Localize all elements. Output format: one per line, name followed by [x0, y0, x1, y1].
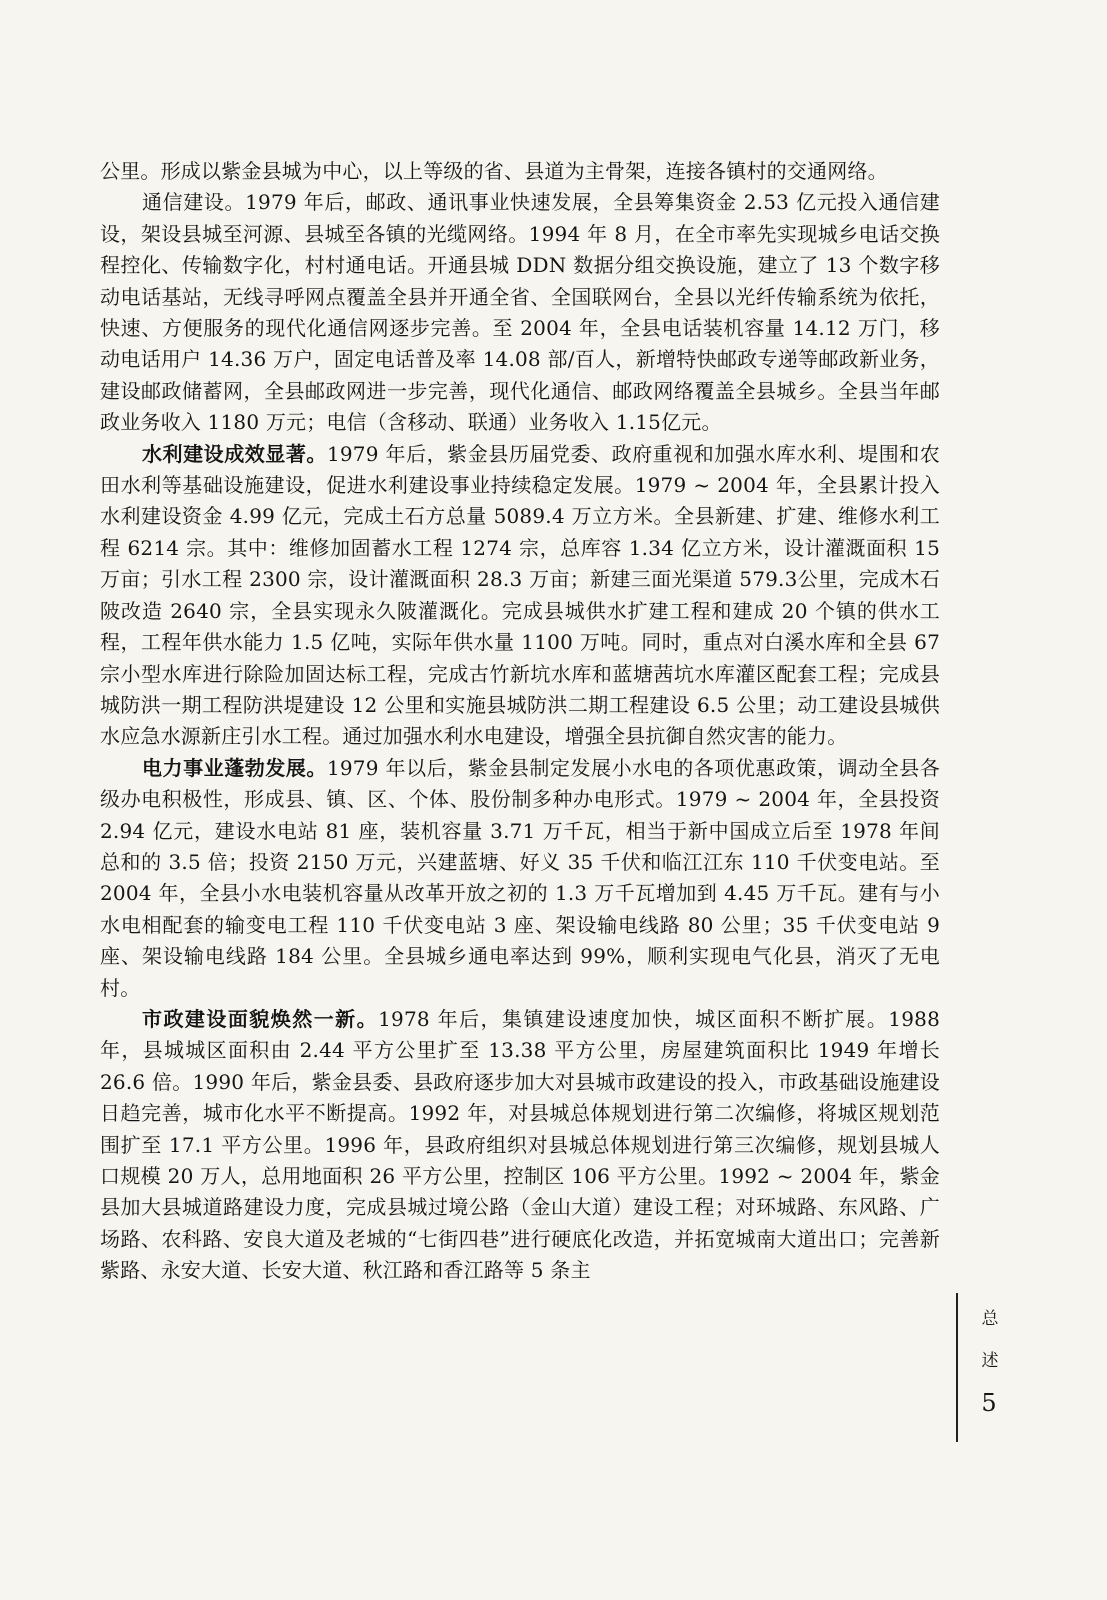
paragraph-heading: 市政建设面貌焕然一新。 [142, 1006, 379, 1031]
paragraph-heading: 电力事业蓬勃发展。 [142, 755, 327, 780]
page-number: 5 [981, 1389, 997, 1417]
paragraph-continuation: 公里。形成以紫金县城为中心，以上等级的省、县道为主骨架，连接各镇村的交通网络。 [100, 159, 888, 183]
paragraph-electric-power: 电力事业蓬勃发展。1979 年以后，紫金县制定发展小水电的各项优惠政策，调动全县各级办电积极性，形成县、镇、区、个体、股份制多种办电形式。1979 ~ 2004 年，全县投资 2.94 亿元，建设水电站 81 座，装机容量 3.71 万千瓦，相当于新中国成立后至 1978 年间总和的 3.5 倍；投资 2150 万元，兴建蓝塘、好义 35 千伏和临江江东 110 千伏变电站。至 2004 年，全县小水电装机容量从改革开放之初的 1.3 万千瓦增加到 4.45 万千瓦。建有与小水电相配套的输变电工程 110 千伏变电站 3 座、架设输电线路 80 公里；35 千伏变电站 9 座、架设输电线路 184 公里。全县城乡通电率达到 99%，顺利实现电气化县，消灭了无电村。 [100, 755, 940, 1000]
section-label-char-2: 述 [981, 1351, 999, 1371]
paragraph-telecom: 通信建设。1979 年后，邮政、通讯事业快速发展，全县筹集资金 2.53 亿元投入通信建设，架设县城至河源、县城至各镇的光缆网络。1994 年 8 月，在全市率先实现城乡电话交换程控化、传输数字化，村村通电话。开通县城 DDN 数据分组交换设施，建立了 13 个数字移动电话基站，无线寻呼网点覆盖全县并开通全省、全国联网台，全县以光纤传输系统为依托，快速、方便服务的现代化通信网逐步完善。至 2004 年，全县电话装机容量 14.12 万门，移动电话用户 14.36 万户，固定电话普及率 14.08 部/百人，新增特快邮政专递等邮政新业务，建设邮政储蓄网，全县邮政网进一步完善，现代化通信、邮政网络覆盖全县城乡。全县当年邮政业务收入 1180 万元；电信（含移动、联通）业务收入 1.15亿元。 [100, 190, 940, 435]
paragraph-water-conservancy: 水利建设成效显著。1979 年后，紫金县历届党委、政府重视和加强水库水利、堤围和农田水利等基础设施建设，促进水利建设事业持续稳定发展。1979 ~ 2004 年，全县累计投入水利建设资金 4.99 亿元，完成土石方总量 5089.4 万立方米。全县新建、扩建、维修水利工程 6214 宗。其中：维修加固蓄水工程 1274 宗，总库容 1.34 亿立方米，设计灌溉面积 15 万亩；引水工程 2300 宗，设计灌溉面积 28.3 万亩；新建三面光渠道 579.3公里，完成木石陂改造 2640 宗，全县实现永久陂灌溉化。完成县城供水扩建工程和建成 20 个镇的供水工程，工程年供水能力 1.5 亿吨，实际年供水量 1100 万吨。同时，重点对白溪水库和全县 67 宗小型水库进行除险加固达标工程，完成古竹新坑水库和蓝塘茜坑水库灌区配套工程；完成县城防洪一期工程防洪堤建设 12 公里和实施县城防洪二期工程建设 6.5 公里；动工建设县城供水应急水源新庄引水工程。通过加强水利水电建设，增强全县抗御自然灾害的能力。 [100, 441, 940, 749]
paragraph-heading: 水利建设成效显著。 [142, 441, 327, 466]
paragraph-municipal-construction: 市政建设面貌焕然一新。1978 年后，集镇建设速度加快，城区面积不断扩展。1988 年，县城城区面积由 2.44 平方公里扩至 13.38 平方公里，房屋建筑面积比 1949 年增长 26.6 倍。1990 年后，紫金县委、县政府逐步加大对县城市政建设的投入，市政基础设施建设日趋完善，城市化水平不断提高。1992 年，对县城总体规划进行第二次编修，将城区规划范围扩至 17.1 平方公里。1996 年，县政府组织对县城总体规划进行第三次编修，规划县城人口规模 20 万人，总用地面积 26 平方公里，控制区 106 平方公里。1992 ~ 2004 年，紫金县加大县城道路建设力度，完成县城过境公路（金山大道）建设工程；对环城路、东风路、广场路、农科路、安良大道及老城的“七街四巷”进行硬底化改造，并拓宽城南大道出口；完善新紫路、永安大道、长安大道、秋江路和香江路等 5 条主 [100, 1006, 941, 1283]
margin-divider-line [956, 1293, 958, 1442]
body-text [100, 156, 940, 1287]
section-label-char-1: 总 [981, 1309, 999, 1329]
